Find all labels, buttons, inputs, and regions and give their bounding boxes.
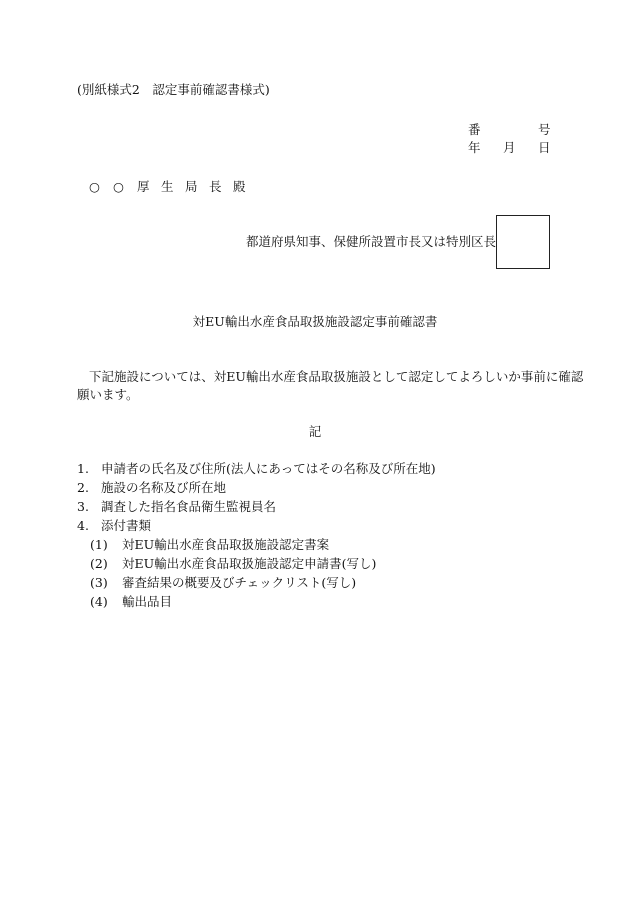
addressee — [89, 179, 257, 195]
form-label: (別紙様式2 認定事前確認書様式) — [77, 82, 270, 97]
addressee-char: 生 — [161, 179, 174, 194]
item-text: 申請者の氏名及び住所(法人にあってはその名称及び所在地) — [101, 461, 436, 476]
addressee-char: 局 — [185, 179, 198, 194]
list-item — [77, 499, 276, 515]
addressee-char: ○ — [89, 179, 100, 194]
attachment-item — [90, 575, 356, 591]
attachment-text: 輸出品目 — [122, 594, 173, 609]
date-day: 日 — [538, 140, 551, 155]
addressee-char: 長 — [209, 179, 222, 194]
body-line-2: 願います。 — [77, 387, 139, 402]
number-label-right: 号 — [538, 122, 551, 137]
body-line-1: 下記施設については、対EU輸出水産食品取扱施設として認定してよろしいか事前に確認 — [89, 369, 584, 384]
item-number: 4. — [77, 518, 89, 533]
attachment-text: 対EU輸出水産食品取扱施設認定申請書(写し) — [122, 556, 377, 571]
attachment-item — [90, 537, 329, 553]
attachment-item — [90, 556, 376, 572]
attachment-item — [90, 594, 172, 610]
item-text: 施設の名称及び所在地 — [101, 480, 227, 495]
addressee-char: ○ — [113, 179, 124, 194]
item-text: 調査した指名食品衛生監視員名 — [101, 499, 277, 514]
item-number: 3. — [77, 499, 89, 514]
attachment-number: (4) — [90, 594, 108, 609]
list-item — [77, 461, 436, 477]
attachment-number: (1) — [90, 537, 108, 552]
date-month: 月 — [503, 140, 516, 155]
attachment-text: 対EU輸出水産食品取扱施設認定書案 — [122, 537, 330, 552]
item-number: 2. — [77, 480, 89, 495]
seal-box — [496, 215, 550, 269]
number-label-left: 番 — [468, 122, 481, 137]
attachment-number: (3) — [90, 575, 108, 590]
item-number: 1. — [77, 461, 89, 476]
item-text: 添付書類 — [101, 518, 152, 533]
document-title: 対EU輸出水産食品取扱施設認定事前確認書 — [192, 314, 438, 329]
ki-heading: 記 — [308, 424, 322, 439]
attachment-text: 審査結果の概要及びチェックリスト(写し) — [122, 575, 357, 590]
list-item — [77, 480, 226, 496]
date-year: 年 — [468, 140, 481, 155]
attachment-number: (2) — [90, 556, 108, 571]
addressee-char: 厚 — [137, 179, 150, 194]
list-item — [77, 518, 151, 534]
addressee-char: 殿 — [233, 179, 246, 194]
sender: 都道府県知事、保健所設置市長又は特別区長 — [245, 234, 496, 249]
